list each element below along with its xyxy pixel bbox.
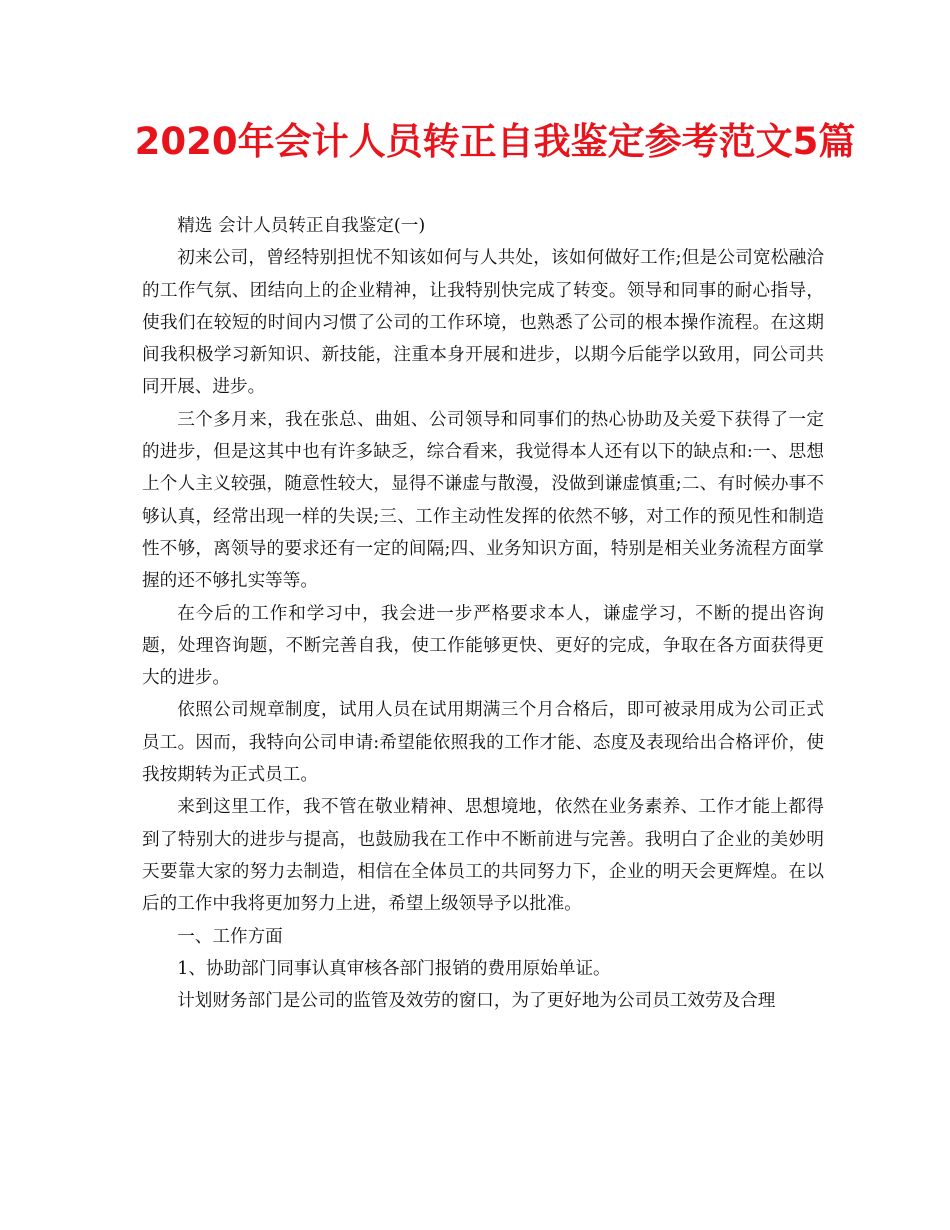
paragraph-5: 来到这里工作，我不管在敬业精神、思想境地，依然在业务素养、工作才能上都得到了特别大的进步与提高，也鼓励我在工作中不断前进与完善。我明白了企业的美妙明天要靠大家的努力去制造，相信在全体员工的共同努力下，企业的明天会更辉煌。在以后的工作中我将更加努力上进，希望上级领导予以批准。	[142, 797, 824, 915]
paragraph-8: 计划财务部门是公司的监管及效劳的窗口，为了更好地为公司员工效劳及合理	[177, 991, 776, 1012]
document-body	[142, 210, 824, 1017]
subheading-work-aspect: 一、工作方面	[177, 926, 283, 947]
paragraph-4: 依照公司规章制度，试用人员在试用期满三个月合格后，即可被录用成为公司正式员工。因而，我特向公司申请:希望能依照我的工作才能、态度及表现给出合格评价，使我按期转为正式员工。	[142, 700, 824, 786]
paragraph-1: 初来公司，曾经特别担忧不知该如何与人共处，该如何做好工作;但是公司宽松融洽的工作气氛、团结向上的企业精神，让我特别快完成了转变。领导和同事的耐心指导，使我们在较短的时间内习惯了公司的工作环境，也熟悉了公司的根本操作流程。在这期间我积极学习新知识、新技能，注重本身开展和进步，以期今后能学以致用，同公司共同开展、进步。	[142, 248, 824, 398]
paragraph-2: 三个多月来，我在张总、曲姐、公司领导和同事们的热心协助及关爱下获得了一定的进步，但是这其中也有许多缺乏，综合看来，我觉得本人还有以下的缺点和:一、思想上个人主义较强，随意性较大，显得不谦虚与散漫，没做到谦虚慎重;二、有时候办事不够认真，经常出现一样的失误;三、工作主动性发挥的依然不够，对工作的预见性和制造性不够，离领导的要求还有一定的间隔;四、业务知识方面，特别是相关业务流程方面掌握的还不够扎实等等。	[142, 409, 824, 592]
document-title: 2020年会计人员转正自我鉴定参考范文5篇	[134, 120, 856, 163]
paragraph-section-heading: 精选 会计人员转正自我鉴定(一)	[177, 216, 426, 236]
list-item-1: 1、协助部门同事认真审核各部门报销的费用原始单证。	[177, 958, 611, 979]
paragraph-3: 在今后的工作和学习中，我会进一步严格要求本人，谦虚学习，不断的提出咨询题，处理咨询题，不断完善自我，使工作能够更快、更好的完成，争取在各方面获得更大的进步。	[142, 603, 824, 689]
